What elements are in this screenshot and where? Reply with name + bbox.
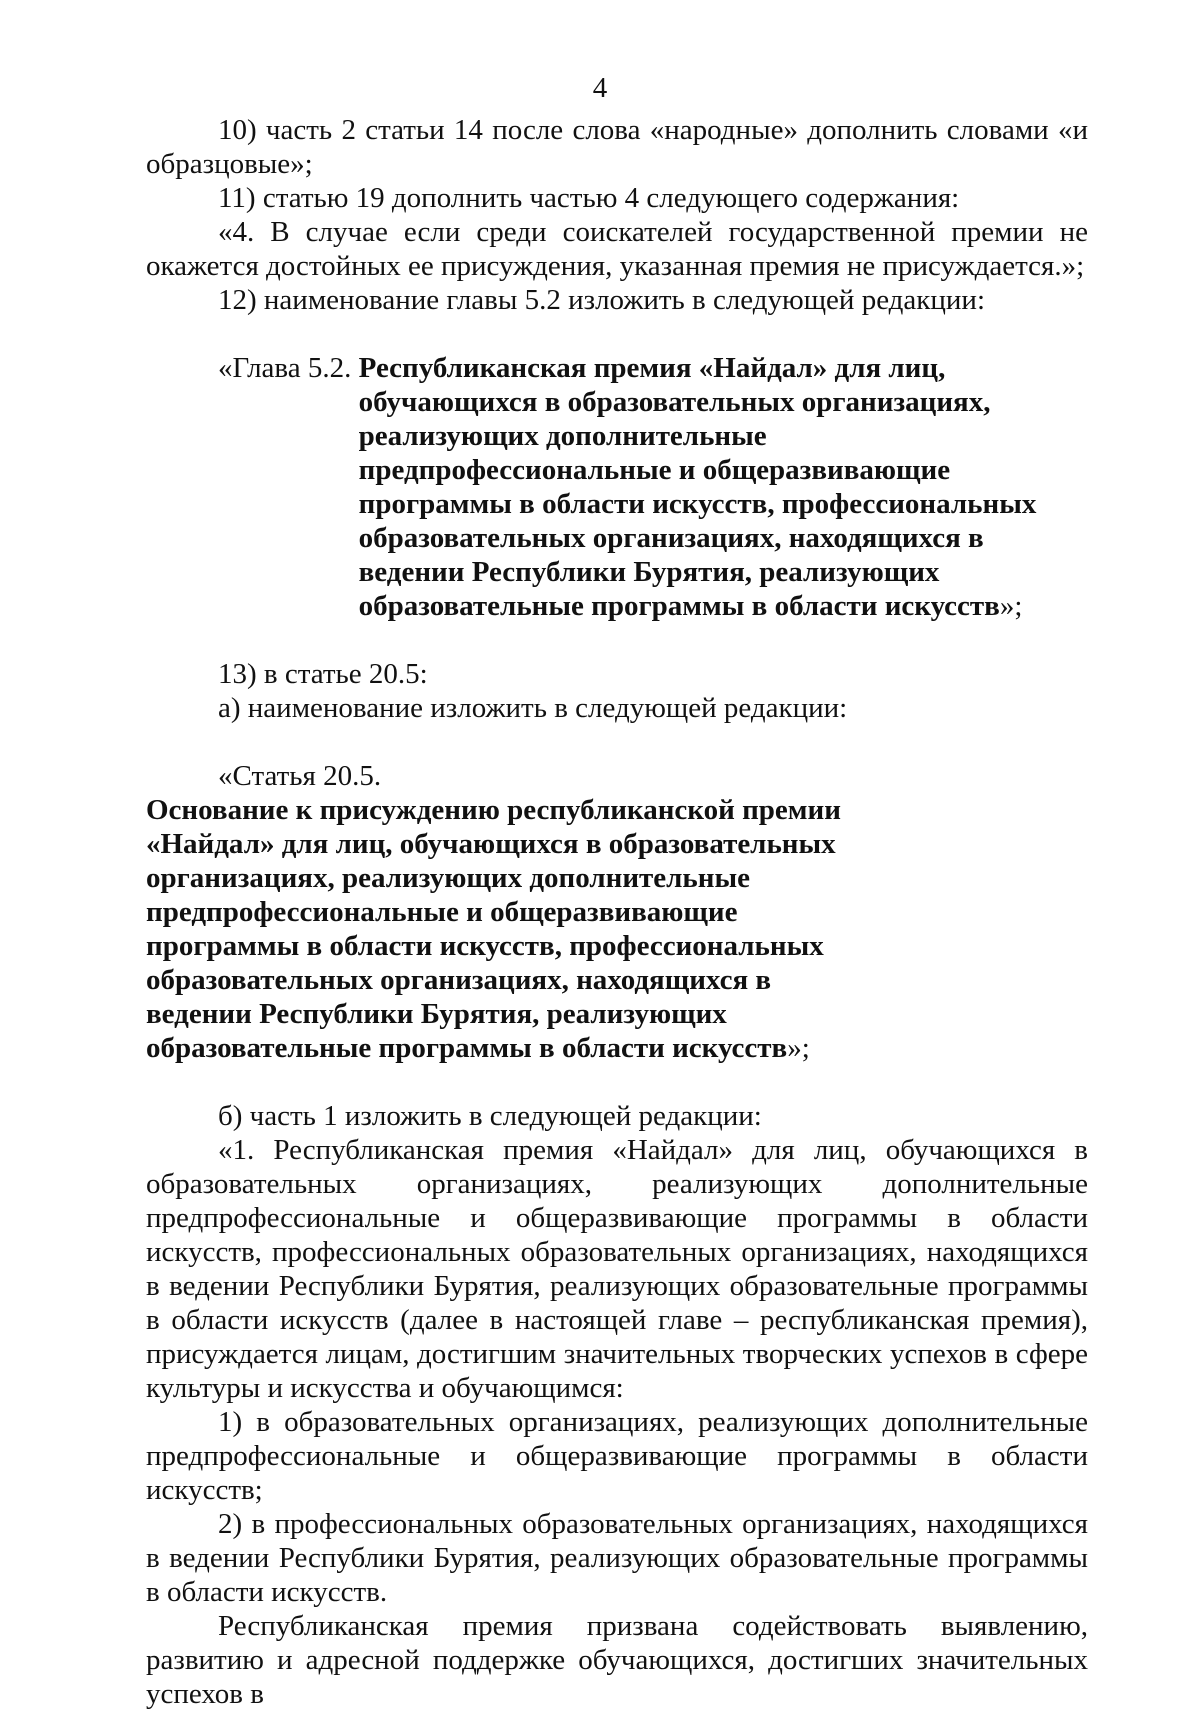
article-title xyxy=(146,793,856,1065)
paragraph-sub-a: а) наименование изложить в следующей редакции: xyxy=(218,692,848,724)
page-number: 4 xyxy=(592,72,608,104)
spacer xyxy=(146,1065,1088,1099)
paragraph-part-1-item-1: 1) в образовательных организациях, реализующих дополнительные предпрофессиональные и общеразвивающие программы в области искусств; xyxy=(146,1406,1088,1506)
chapter-title-text: Республиканская премия «Найдал» для лиц, обучающихся в образовательных организациях, реализующих дополнительные предпрофессиональные и общеразвивающие программы в области искусств, профессиональных образовательных организациях, находящихся в ведении Республики Бурятия, реализующих образовательные программы в области искусств xyxy=(358,352,1037,622)
document-body xyxy=(146,113,1088,1711)
article-label: «Статья 20.5. xyxy=(218,760,389,792)
spacer xyxy=(146,725,1088,759)
chapter-label: «Глава 5.2. xyxy=(218,352,359,384)
spacer xyxy=(146,623,1088,657)
chapter-title xyxy=(359,351,1079,623)
chapter-5-2-heading xyxy=(146,351,1088,623)
spacer xyxy=(146,317,1088,351)
paragraph-sub-b: б) часть 1 изложить в следующей редакции: xyxy=(218,1100,762,1132)
paragraph-purpose: Республиканская премия призвана содействовать выявлению, развитию и адресной поддержке обучающихся, достигших значительных успехов в xyxy=(146,1610,1088,1710)
paragraph-part-1-item-2: 2) в профессиональных образовательных организациях, находящихся в ведении Республики Бурятия, реализующих образовательные программы в области искусств. xyxy=(146,1508,1088,1608)
paragraph-item-11: 11) статью 19 дополнить частью 4 следующего содержания: xyxy=(218,182,960,214)
article-20-5-heading xyxy=(146,759,1088,1065)
paragraph-item-10: 10) часть 2 статьи 14 после слова «народные» дополнить словами «и образцовые»; xyxy=(146,114,1088,180)
paragraph-quote-part-4: «4. В случае если среди соискателей государственной премии не окажется достойных ее присуждения, указанная премия не присуждается.»; xyxy=(146,216,1088,282)
paragraph-part-1: «1. Республиканская премия «Найдал» для лиц, обучающихся в образовательных организациях, реализующих дополнительные предпрофессиональные и общеразвивающие программы в области искусств, профессиональных образовательных организациях, находящихся в ведении Республики Бурятия, реализующих образовательные программы в области искусств (далее в настоящей главе – республиканская премия), присуждается лицам, достигшим значительных творческих успехов в сфере культуры и искусства и обучающимся: xyxy=(146,1134,1088,1404)
article-title-tail: »; xyxy=(787,1032,810,1064)
paragraph-item-12: 12) наименование главы 5.2 изложить в следующей редакции: xyxy=(218,284,986,316)
article-title-text: Основание к присуждению республиканской премии «Найдал» для лиц, обучающихся в образовательных организациях, реализующих дополнительные предпрофессиональные и общеразвивающие программы в области искусств, профессиональных образовательных организациях, находящихся в ведении Республики Бурятия, реализующих образовательные программы в области искусств xyxy=(146,794,841,1064)
paragraph-item-13: 13) в статье 20.5: xyxy=(218,658,428,690)
chapter-title-tail: »; xyxy=(999,590,1023,622)
